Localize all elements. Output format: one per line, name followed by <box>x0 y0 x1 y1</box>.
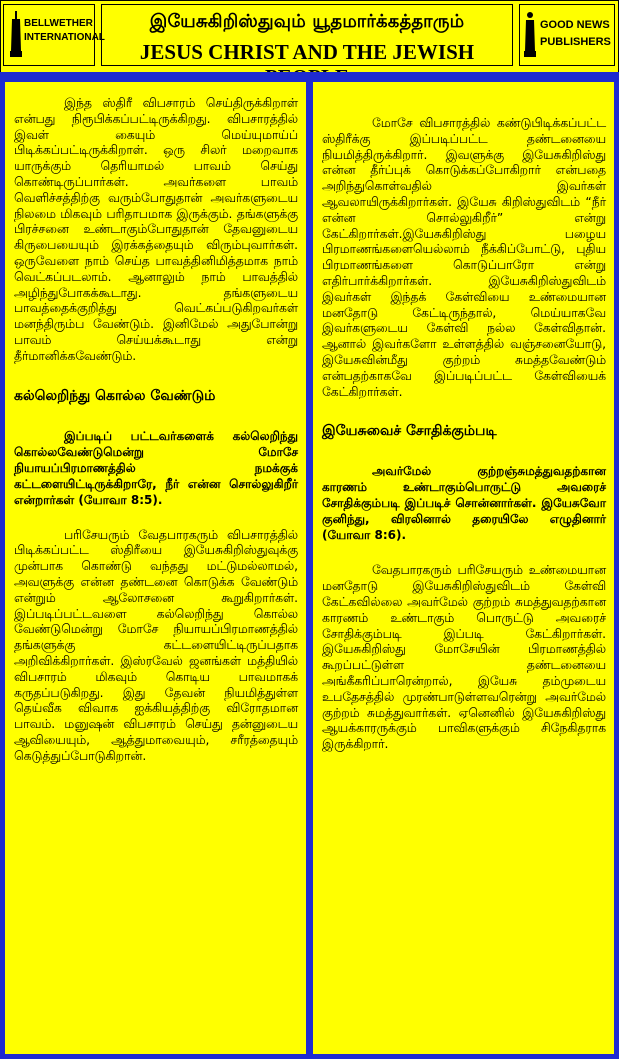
left-logo-line1: BELLWETHER <box>24 18 93 29</box>
left-paragraph-1: இந்த ஸ்திரீ விபசாரம் செய்திருக்கிறாள் என்பது நிரூபிக்கப்பட்டிருக்கிறது. விபசாரத்தில் இவள் கையும் மெய்யுமாய்ப் பிடிக்கப்பட்டிருக்கிறாள். ஒரு சிலர் மறைவாக யாருக்கும் தெரியாமல் பாவம் செய்து கொண்டிருப்பார்கள். அவர்களை பாவம் வெளிச்சத்திற்கு வரும்போதுதான் அவர்களுடைய நிலமை மிகவும் பரிதாபமாக இருக்கும். தங்களுக்கு பிரச்சனை உண்டாகும்போதுதான் தேவனுடைய கிருபையையும் இரக்கத்தையும் விரும்புவார்கள். ஒருவேளை நாம் செய்த பாவத்தினிமித்தமாக நாம் வெட்கப்படலாம். ஆனாலும் நாம் பாவத்தில் அழிந்துபோகக்கூடாது. தங்களுடைய பாவத்தைக்குறித்து வெட்கப்படுகிறவர்கள் மனந்திரும்ப வேண்டும். இனிமேல் அதுபோன்று பாவம் செய்யக்கூடாது என்று தீர்மானிக்கவேண்டும். <box>14 96 298 363</box>
title-english: JESUS CHRIST AND THE JEWISH <box>139 40 475 64</box>
right-paragraph-2: வேதபாரகரும் பரிசேயரும் உண்மையான மனதோடு இயேசுகிறிஸ்துவிடம் கேள்வி கேட்கவில்லை அவர்மேல் குற்றம் சுமத்துவதற்கான காரணம் உண்டாகும் பொருட்டு அவரைச் சோதிக்கும்படி இப்படி கேட்கிறார்கள். இயேசுகிறிஸ்து மோசேயின் பிரமாணத்தில் கூறப்பட்டுள்ள தண்டனையை அங்கீகரிப்பாரென்றால், இயேசு தம்முடைய உபதேசத்தில் முரண்பாடுள்ளவரென்று அவர்மேல் குற்றம் சுமத்துவார்கள். ஏனெனில் இயேசுகிறிஸ்து ஆயக்காரருக்கும் பாவிகளுக்கும் சிநேகிதராக இருக்கிறார். <box>322 563 606 752</box>
right-logo-line1: GOOD NEWS <box>540 19 610 31</box>
title-tamil: இயேசுகிறிஸ்துவும் யூதமார்க்கத்தாரும் <box>149 11 465 32</box>
left-column <box>5 82 306 1054</box>
bell-figure-icon <box>10 11 22 57</box>
good-news-logo-text <box>540 17 611 51</box>
bellwether-logo-text <box>24 17 105 45</box>
good-news-logo <box>519 4 615 66</box>
content-band <box>0 72 619 1059</box>
right-section-heading: இயேசுவைச் சோதிக்கும்படி <box>322 423 497 440</box>
right-scripture-quote: அவர்மேல் குற்றஞ்சுமத்துவதற்கான காரணம் உண்டாகும்பொருட்டு அவரைச் சோதிக்கும்படி இப்படிச் சொன்னார்கள். இயேசுவோ குனிந்து, விரலினால் தரையிலே எழுதினார் (யோவா 8:6). <box>322 464 606 543</box>
left-logo-line2: INTERNATIONAL <box>24 32 105 43</box>
right-paragraph-1: மோசே விபசாரத்தில் கண்டுபிடிக்கப்பட்ட ஸ்திரீக்கு இப்படிப்பட்ட தண்டனையை நியமித்திருக்கிறார். இவளுக்கு இயேசுகிறிஸ்து என்ன தீர்ப்புக் கொடுக்கப்போகிறார் என்பதை அறிந்துகொள்வதில் இவர்கள் ஆவலாயிருக்கிறார்கள். இயேசு கிறிஸ்துவிடம் “நீர் என்ன சொல்லுகிறீர்” என்று கேட்கிறார்கள்.இயேசுகிறிஸ்து பழைய பிரமாணங்களையெல்லாம் நீக்கிப்போட்டு, புதிய பிரமாணங்களை கொடுப்பாரோ என்று எதிர்பார்க்கிறார்கள். இயேசுகிறிஸ்துவிடம் இவர்கள் இந்தக் கேள்வியை உண்மையான மனதோடு கேட்டிருந்தால், மெய்யாகவே இவர்களுடைய கேள்வி நல்ல கேள்விதான். ஆனால் இவர்களோ உள்ளத்தில் வஞ்சனையோடு, இயேசுவின்மீது குற்றம் சுமத்தவேண்டும் என்பதற்காகவே இப்படிப்பட்ட கேள்வியைக் கேட்கிறார்கள். <box>322 116 606 399</box>
right-logo-line2: PUBLISHERS <box>540 36 611 48</box>
left-paragraph-2: பரிசேயரும் வேதபாரகரும் விபசாரத்தில் பிடிக்கப்பட்ட ஸ்திரீயை இயேசுகிறிஸ்துவுக்கு முன்பாக கொண்டு வந்தது மட்டுமல்லாமல், அவளுக்கு என்ன தண்டனை கொடுக்க வேண்டும் என்றும் ஆலோசனை கூறுகிறார்கள். இப்படிப்பட்டவளை கல்லெறிந்து கொல்ல வேண்டுமென்று மோசே நியாயப்பிரமாணத்தில் தங்களுக்கு கட்டளையிட்டிருப்பதாக அறிவிக்கிறார்கள். இஸ்ரவேல் ஜனங்கள் மத்தியில் விபசாரம் மிகவும் கொடிய பாவமாகக் கருதப்படுகிறது. இது தேவன் நியமித்துள்ள தெய்வீக விவாக ஐக்கியத்திற்கு விரோதமான பாவம். மனுஷன் விபசாரம் செய்து தன்னுடைய ஆவியையும், ஆத்துமாவையும், சரீரத்தையும் கெடுத்துப்போடுகிறான். <box>14 527 298 763</box>
page-title-box <box>101 4 513 66</box>
figure-icon <box>524 11 536 57</box>
left-scripture-quote: இப்படிப் பட்டவர்களைக் கல்லெறிந்து கொல்லவேண்டுமென்று மோசே நியாயப்பிரமாணத்தில் நமக்குக் கட்டளையிட்டிருக்கிறாரே, நீர் என்ன சொல்லுகிறீர் என்றார்கள் (யோவா 8:5). <box>14 428 298 507</box>
bellwether-logo <box>3 4 105 66</box>
left-section-heading: கல்லெறிந்து கொல்ல வேண்டும் <box>14 387 216 404</box>
right-column <box>313 82 614 1054</box>
